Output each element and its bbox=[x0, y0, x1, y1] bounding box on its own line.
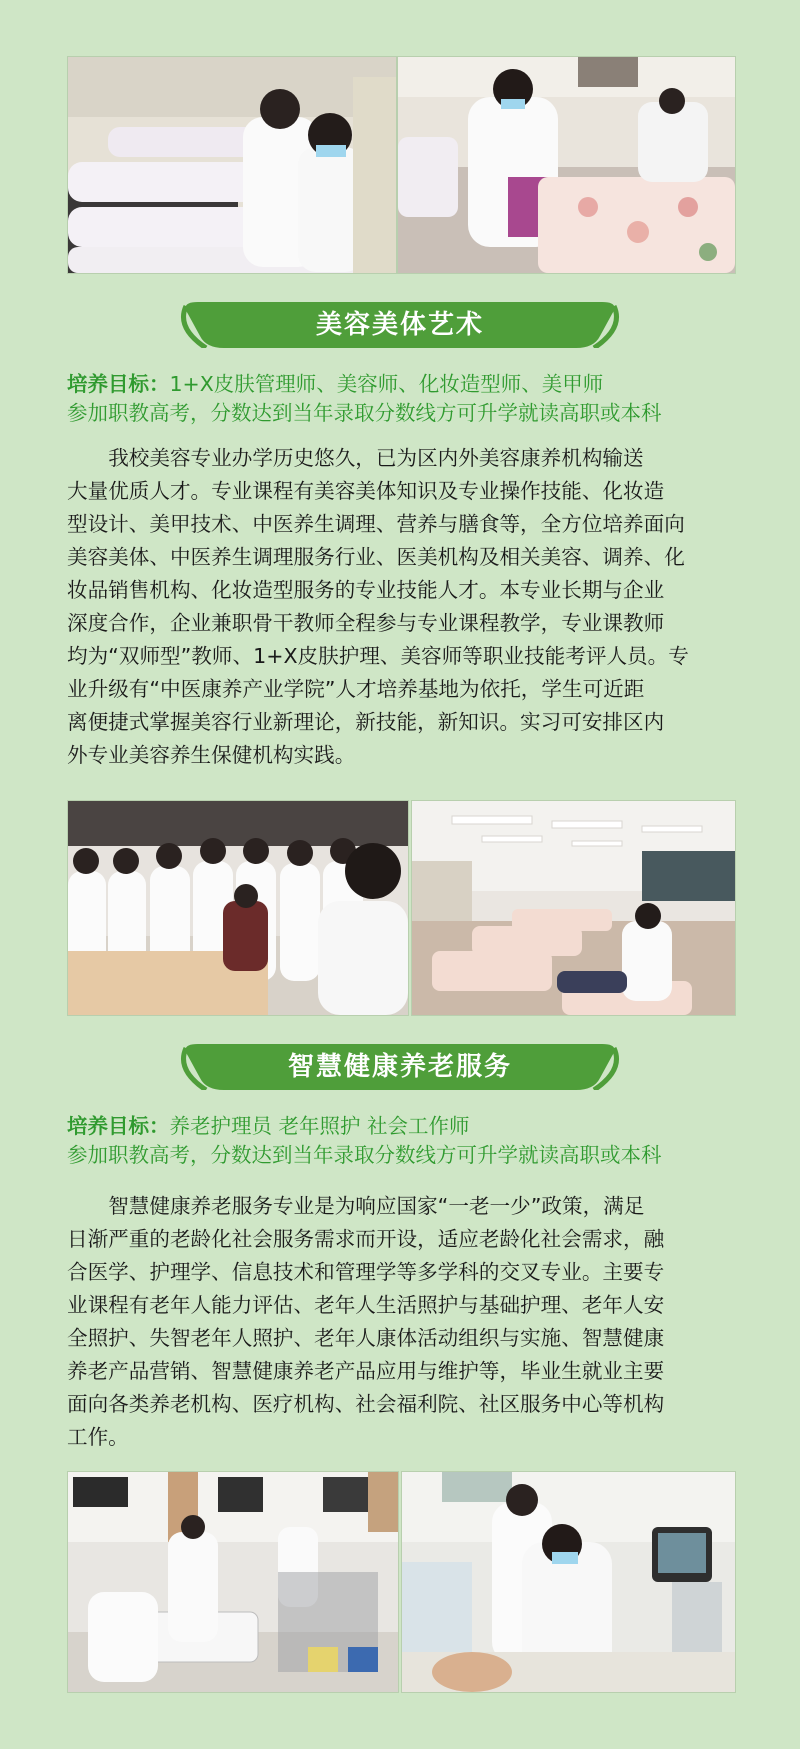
body-line: 工作。 bbox=[67, 1425, 129, 1449]
beauty-demo-photo-left bbox=[67, 800, 409, 1016]
body-line: 型设计、美甲技术、中医养生调理、营养与膳食等，全方位培养面向 bbox=[67, 512, 685, 536]
body-line: 合医学、护理学、信息技术和管理学等多学科的交叉专业。主要专 bbox=[67, 1260, 665, 1284]
exam-line: 参加职教高考，分数达到当年录取分数线方可升学就读高职或本科 bbox=[67, 401, 662, 425]
body-line: 养老产品营销、智慧健康养老产品应用与维护等，毕业生就业主要 bbox=[67, 1359, 665, 1383]
goal-label: 培养目标： bbox=[67, 1114, 170, 1138]
body-line: 美容美体、中医养生调理服务行业、医美机构及相关美容、调养、化 bbox=[67, 545, 685, 569]
beauty-class-photo-left bbox=[67, 56, 397, 274]
elderly-care-ward-photo bbox=[67, 1471, 399, 1693]
body-line: 深度合作，企业兼职骨干教师全程参与专业课程教学，专业课教师 bbox=[67, 611, 665, 635]
section-title: 美容美体艺术 bbox=[315, 310, 484, 340]
goal-text: 1+X皮肤管理师、美容师、化妆造型师、美甲师 bbox=[169, 372, 604, 396]
body-line: 我校美容专业办学历史悠久，已为区内外美容康养机构输送 bbox=[108, 446, 644, 470]
section-banner-beauty bbox=[180, 302, 620, 348]
exam-line: 参加职教高考，分数达到当年录取分数线方可升学就读高职或本科 bbox=[67, 1143, 662, 1167]
section-title: 智慧健康养老服务 bbox=[287, 1052, 512, 1082]
training-goal-line bbox=[67, 1113, 767, 1139]
body-line: 妆品销售机构、化妆造型服务的专业技能人才。本专业长期与企业 bbox=[67, 578, 665, 602]
goal-label: 培养目标： bbox=[67, 372, 170, 396]
body-line: 业升级有“中医康养产业学院”人才培养基地为依托，学生可近距 bbox=[67, 677, 645, 701]
goal-text: 养老护理员 老年照护 社会工作师 bbox=[169, 1114, 470, 1138]
body-line: 外专业美容养生保健机构实践。 bbox=[67, 743, 356, 767]
body-line: 业课程有老年人能力评估、老年人生活照护与基础护理、老年人安 bbox=[67, 1293, 665, 1317]
body-line: 大量优质人才。专业课程有美容美体知识及专业操作技能、化妆造 bbox=[67, 479, 665, 503]
section-banner-elderly-care bbox=[180, 1044, 620, 1090]
section-body-beauty bbox=[67, 442, 739, 772]
body-line: 全照护、失智老年人照护、老年人康体活动组织与实施、智慧健康 bbox=[67, 1326, 665, 1350]
body-line: 均为“双师型”教师、1+X皮肤护理、美容师等职业技能考评人员。专 bbox=[67, 644, 689, 668]
section-body-elderly-care bbox=[67, 1190, 739, 1454]
training-goal-line bbox=[67, 371, 767, 397]
beauty-class-photo-right bbox=[397, 56, 736, 274]
body-line: 智慧健康养老服务专业是为响应国家“一老一少”政策，满足 bbox=[108, 1194, 645, 1218]
beauty-training-hall-photo bbox=[411, 800, 736, 1016]
elderly-care-nursing-photo bbox=[401, 1471, 736, 1693]
body-line: 离便捷式掌握美容行业新理论，新技能，新知识。实习可安排区内 bbox=[67, 710, 665, 734]
body-line: 日渐严重的老龄化社会服务需求而开设，适应老龄化社会需求，融 bbox=[67, 1227, 665, 1251]
body-line: 面向各类养老机构、医疗机构、社会福利院、社区服务中心等机构 bbox=[67, 1392, 665, 1416]
